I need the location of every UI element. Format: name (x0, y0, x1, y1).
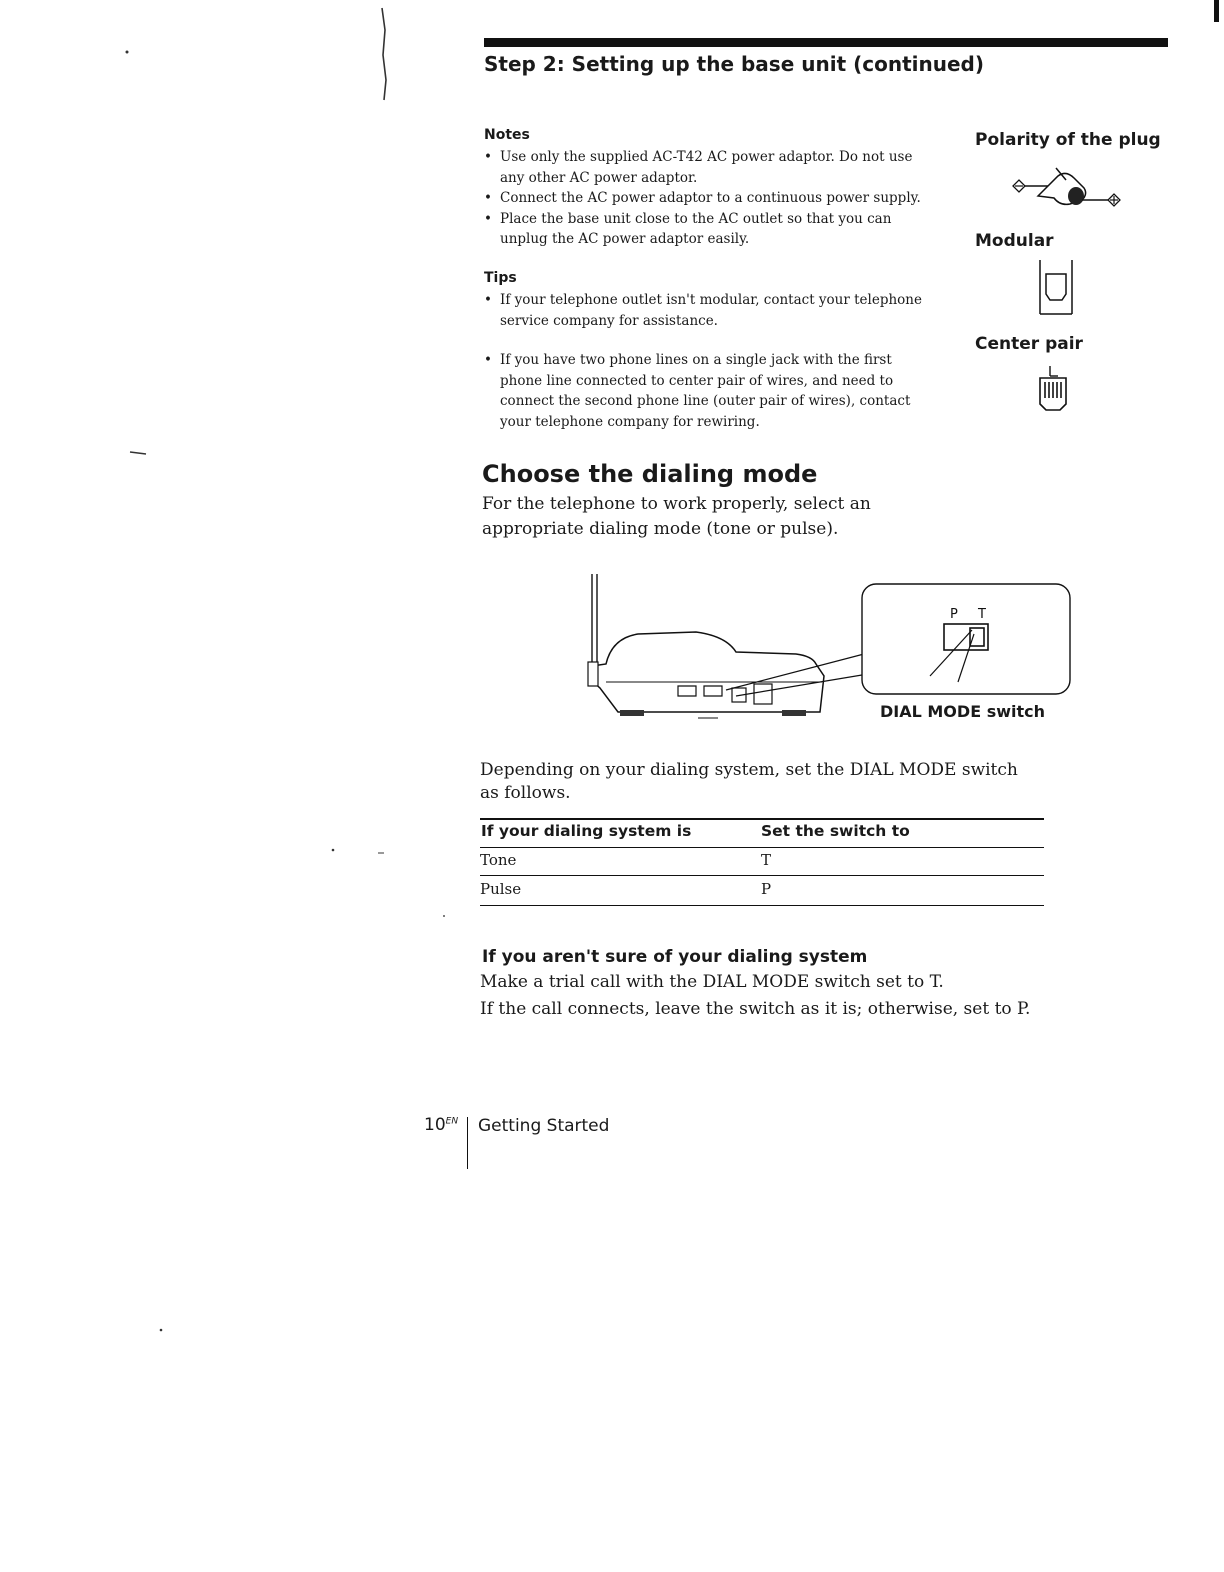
unsure-line-2: If the call connects, leave the switch as it is; otherwise, set to P. (480, 999, 1031, 1019)
tips-list (484, 290, 924, 331)
unsure-heading: If you aren't sure of your dialing system (482, 947, 868, 967)
list-item: • If your telephone outlet isn't modular, contact your telephone service company for assistance. (484, 290, 924, 331)
page-title: Step 2: Setting up the base unit (continued) (484, 52, 984, 76)
center-pair-plug-icon (1036, 364, 1072, 414)
table-cell-system: Pulse (480, 880, 522, 898)
notes-list (484, 147, 924, 250)
list-item: • Place the base unit close to the AC outlet so that you can unplug the AC power adaptor easily. (484, 209, 924, 250)
switch-label-p: P (950, 607, 958, 622)
table-divider (480, 875, 1044, 876)
center-pair-heading: Center pair (975, 334, 1083, 354)
page-edge-mark (1214, 0, 1219, 22)
table-bottom-rule (480, 905, 1044, 906)
page-number-value: 10 (424, 1115, 446, 1135)
section-title: Choose the dialing mode (482, 460, 818, 488)
modular-heading: Modular (975, 231, 1054, 251)
polarity-heading: Polarity of the plug (975, 130, 1161, 150)
list-item: • If you have two phone lines on a single jack with the first phone line connected to center pair of wires, and need to connect the second phone line (outer pair of wires), contact your telephone company for rewiring. (484, 350, 924, 432)
table-header-switch: Set the switch to (761, 822, 910, 840)
notes-heading: Notes (484, 127, 530, 143)
tips-heading: Tips (484, 270, 517, 286)
list-item: • Use only the supplied AC-T42 AC power adaptor. Do not use any other AC power adaptor. (484, 147, 924, 188)
instruction-text: Depending on your dialing system, set the DIAL MODE switch as follows. (480, 760, 1018, 803)
unsure-line-1: Make a trial call with the DIAL MODE switch set to T. (480, 972, 944, 992)
modular-jack-icon (1036, 258, 1076, 316)
table-top-rule (480, 818, 1044, 820)
switch-label-t: T (978, 607, 986, 622)
table-cell-system: Tone (480, 851, 517, 869)
tips-list (484, 350, 924, 432)
list-item: • Connect the AC power adaptor to a continuous power supply. (484, 188, 924, 209)
table-cell-setting: T (761, 851, 772, 869)
table-cell-setting: P (761, 880, 772, 898)
scan-artifacts (0, 0, 480, 1572)
footer-divider (467, 1117, 468, 1169)
footer-section-label: Getting Started (478, 1116, 610, 1136)
page-number-suffix: EN (445, 1116, 459, 1127)
dial-mode-caption: DIAL MODE switch (880, 702, 1045, 721)
page-number (424, 1115, 458, 1135)
table-divider (480, 847, 1044, 848)
intro-text: For the telephone to work properly, select an appropriate dialing mode (tone or pulse). (482, 494, 871, 539)
plug-polarity-icon (1008, 158, 1128, 212)
base-unit-illustration (586, 572, 1076, 722)
header-rule (484, 38, 1168, 47)
table-header-system: If your dialing system is (481, 822, 692, 840)
